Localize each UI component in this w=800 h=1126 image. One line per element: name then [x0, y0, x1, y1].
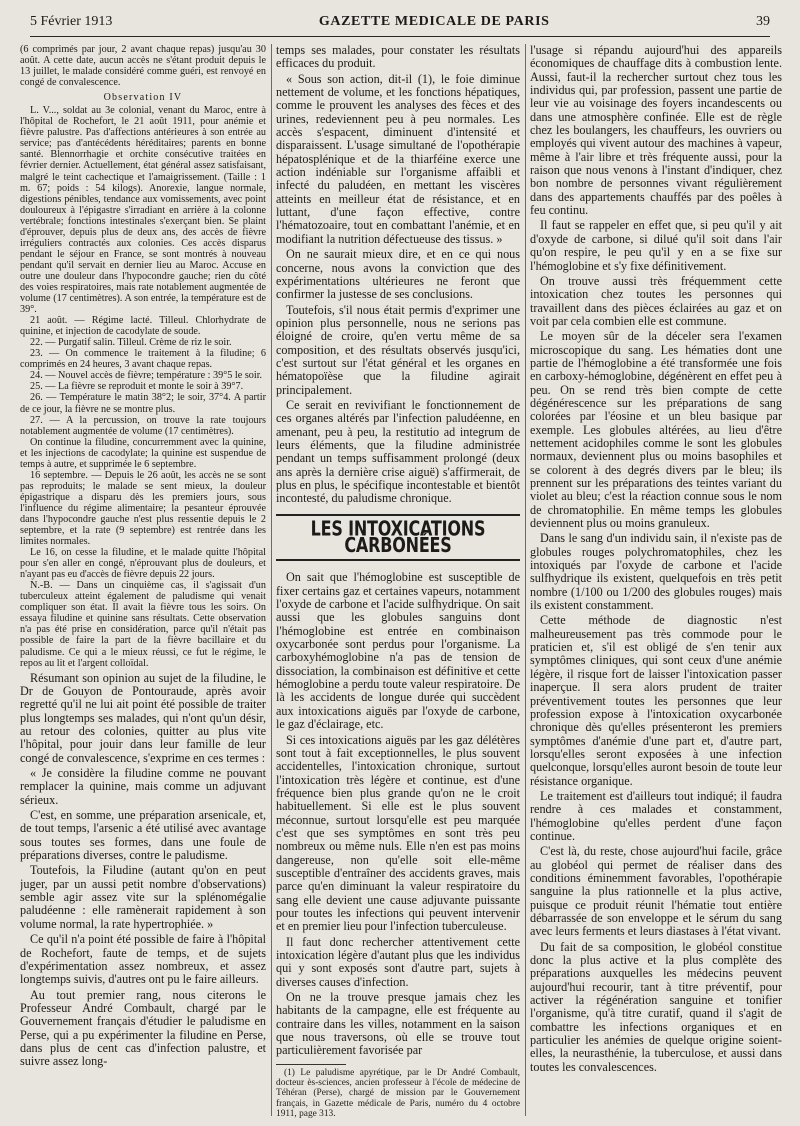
paragraph: Toutefois, la Filudine (autant qu'on en peut juger, par un aussi petit nombre d'observations) semble agir assez vite sur la splénomégalie paludéenne : elle ramènerait rapidement à son volume normal, la rate hypertrophiée. » [20, 863, 266, 931]
paragraph: 21 août. — Régime lacté. Tilleul. Chlorhydrate de quinine, et injection de cacodylate de soude. [20, 315, 266, 338]
paragraph: 27. — A la percussion, on trouve la rate toujours notablement augmentée de volume (17 centimètres). [20, 414, 266, 437]
page-header [30, 14, 770, 37]
paragraph: Le 16, on cesse la filudine, et le malade quitte l'hôpital pour s'en aller en congé, n'éprouvant plus de douleurs, et n'ayant pas eu d'accès de fièvre depuis 22 jours. [20, 547, 266, 581]
paragraph: « Je considère la filudine comme ne pouvant remplacer la quinine, mais comme un adjuvant sérieux. [20, 766, 266, 807]
paragraph: C'est là, du reste, chose aujourd'hui facile, grâce au globéol qui permet de réaliser dans des conditions éminemment favorables, l'opothérapie sanguine la plus rationnelle et la plus active, puisque ce produit réunit l'hématie tout entière débarrassée de son enveloppe et le sérum du sang avec leurs ferments et leurs diastases à l'état vivant. [530, 844, 782, 939]
paragraph: Cette méthode de diagnostic n'est malheureusement pas très commode pour le praticien et, s'il est obligé de s'en tenir aux symptômes cliniques, qui sont ceux d'une anémie légère, il risque fort de laisser l'intoxication passer inaperçue. Il sera alors prudent de traiter préventivement toutes les personnes que leur profession expose à l'intoxication oxycarbonée chronique dès qu'elles présenteront les premiers symptômes d'anémie d'une part et, d'autre part, lorsqu'elles seront exposées à une infection quelconque, lorsqu'elles auront besoin de toute leur résistance organique. [530, 613, 782, 788]
paragraph: Ce serait en revivifiant le fonctionnement de ces organes altérés par l'infection paludéenne, en amenant, peu à peu, la restitutio ad integrum de leurs éléments, que la filudine administrée pendant un temps suffisamment prolongé (deux ans après la dernière crise aiguë) s'affirmerait, de plus en plus, le spécifique incontestable et bientôt incontesté, du paludisme chronique. [276, 397, 520, 506]
paragraph: Toutefois, s'il nous était permis d'exprimer une opinion plus personnelle, nous ne serions pas éloigné de croire, qu'en vertu même de sa composition, et des résultats observés jusqu'ici, c'est surtout sur l'état général et les organes en hématopoïèse que la filudine agirait principalement. [276, 302, 520, 397]
paragraph: Dans le sang d'un individu sain, il n'existe pas de globules rouges polychromatophiles, chez les intoxiqués par l'oxyde de carbone et l'acide sulfhydrique ils existent, quelquefois en très petit nombre (1/100 ou 1/200 des globules rouges) mais ils existent constamment. [530, 531, 782, 613]
paragraph: Le moyen sûr de la déceler sera l'examen microscopique du sang. Les hématies dont une partie de l'hémoglobine a été transformée une fois en carboxy-hémoglobine, dégénèrent en effet peu à peu. On se rend très bien compte de cette dégénérescence sur les préparations de sang colorées par l'éosine et un bleu basique par exemple. Les globules altérées, au lieu d'être nettement acidophiles comme le sont les globules normaux, deviennent plus ou moins basophiles et se colorent à des degrés divers par le bleu; ils prennent sur les préparations des teintes variant du violet au bleu; c'est la réaction connue sous le nom de chromatophilie. En même temps les globules deviennent plus ou moins granuleux. [530, 329, 782, 531]
footnote-separator [276, 1064, 346, 1065]
paragraph: l'usage si répandu aujourd'hui des appareils économiques de chauffage dits à combustion lente. Aussi, faut-il la rechercher surtout chez tous les individus qui, par profession, passent une partie de leur vie au voisinage des foyers incandescents ou dans une atmosphère confinée. Elle est de règle chez les boulangers, les chauffeurs, les ouvriers ou employés qui vivent autour des machines à vapeur, même à l'air libre et très fréquente aussi, pour la raison que nous venons à l'instant d'indiquer, chez bon nombre de personnes vivant régulièrement dans des appartements chauffés par des poêles à feu continu. [530, 44, 782, 218]
paragraph: On continue la filudine, concurremment avec la quinine, et les injections de cacodylate; la quinine est suspendue de temps à autre, et supprimée le 6 septembre. [20, 436, 266, 470]
paragraph: Le traitement est d'ailleurs tout indiqué; il faudra rendre à ces malades et constamment, l'hémoglobine qu'elles perdent d'une façon continue. [530, 788, 782, 843]
column-1 [20, 44, 266, 1118]
paragraph: Au tout premier rang, nous citerons le Professeur André Combault, chargé par le Gouvernement français d'étudier le paludisme en Perse, qui a pu expérimenter la filudine en Perse, dans plus de cent cas d'infection palustre, et suivre assez long- [20, 987, 266, 1069]
paragraph: 16 septembre. — Depuis le 26 août, les accès ne se sont pas reproduits; le malade se sent mieux, la douleur épigastrique a disparu dès les premiers jours, sous l'influence du régime alimentaire; la pesanteur éprouvée dans l'hypocondre gauche n'est plus ressentie depuis le 2 septembre, et la rate (9 septembre) est rentrée dans les limites normales. [20, 469, 266, 548]
column-2 [276, 44, 520, 1118]
paragraph: Du fait de sa composition, le globéol constitue donc la plus active et la plus complète des préparations auxquelles les médecins peuvent aujourd'hui recourir, tant à titre préventif, pour activer la régénération sanguine et tonifier l'organisme, qu'à titre curatif, quand il s'agit de combattre les infections organiques et en particulier les anémies de quelque origine soient-elles, la neurasthénie, la tuberculose, et aussi dans toutes les convalescences. [530, 939, 782, 1074]
paragraph: Résumant son opinion au sujet de la filudine, le Dr de Gouyon de Pontouraude, après avoir regretté qu'il ne lui ait point été possible de traiter plus longtemps ses malades, qui n'ont qu'un désir, au retour des colonies, quitter au plus vite l'hôpital, pour jouir dans leur famille de leur congé de convalescence, s'exprime en ces termes : [20, 670, 266, 765]
observation-heading: Observation IV [103, 92, 183, 104]
paragraph: 24. — Nouvel accès de fièvre; température : 39°5 le soir. [30, 370, 263, 382]
paragraph: 25. — La fièvre se reproduit et monte le soir à 39°7. [30, 381, 244, 393]
paragraph: (6 comprimés par jour, 2 avant chaque repas) jusqu'au 30 août. A cette date, aucun accès ne s'étant produit depuis le 13 juillet, le malade considéré comme guéri, est renvoyé en congé de convalescence. [20, 44, 266, 89]
paragraph: « Sous son action, dit-il (1), le foie diminue nettement de volume, et les fonctions hépatiques, comme le prouvent les analyses des fèces et des urines, redeviennent peu à peu normales. Les accès s'espacent, diminuent d'intensité et disparaissent. L'usage simultané de l'opothérapie hépatosplénique et de la thiarféine exerce une action indéniable sur l'organisme affaibli et infecté du paludéen, en mettant les viscères atteints en meilleur état de résistance, et en luttant, d'une façon effective, contre l'hématozoaire, tout en combattant l'anémie, et en modifiant la nutrition défectueuse des tissus. » [276, 71, 520, 246]
article-title-box [276, 514, 520, 562]
column-divider [271, 44, 272, 1116]
column-divider [525, 44, 526, 1116]
paragraph: C'est, en somme, une préparation arsenicale, et, de tout temps, l'arsenic a été utilisé avec avantage sous toutes ses formes, dans une foule de préparations diverses, contre le paludisme. [20, 808, 266, 863]
paragraph: temps ses malades, pour constater les résultats efficaces du produit. [276, 44, 520, 71]
footnote-text: (1) Le paludisme apyrétique, par le Dr André Combault, docteur ès-sciences, ancien professeur à l'école de médecine de Téhéran (Perse), chargé de mission par le Gouvernement français, in Gazette médicale de Paris, numéro du 4 octobre 1911, page 313. [276, 1067, 520, 1118]
footnote [276, 1068, 520, 1118]
paragraph: On sait que l'hémoglobine est susceptible de fixer certains gaz et certaines vapeurs, notamment l'oxyde de carbone et l'acide sulfhydrique. On sait aussi que les globules sanguins dont l'hémoglobine est entrée en combinaison oxycarbonée sont perdus pour l'organisme. La carboxyhémoglobine n'a pas de tension de dissociation, la combinaison est définitive et cette hémoglobine a perdu toute valeur respiratoire. De là les accidents de longue durée qui succèdent aux intoxications aiguës par l'oxyde de carbone, le gaz d'éclairage, etc. [276, 570, 520, 732]
journal-title: GAZETTE MEDICALE DE PARIS [318, 14, 550, 29]
issue-date: 5 Février 1913 [30, 14, 113, 29]
paragraph: Il faut donc rechercher attentivement cette intoxication légère d'autant plus que les individus qui y sont exposés sont d'autre part, sujets à diverses causes d'infection. [276, 934, 520, 989]
case-report-end [20, 44, 266, 669]
article-title: LES INTOXICATIONS CARBONÉES [310, 516, 486, 558]
paragraph: N.-B. — Dans un cinquième cas, il s'agissait d'un tuberculeux atteint également de paludisme qui venait compliquer son état. Il avait la fièvre tous les soirs. On essaya filudine et quinine sans résultats. Cette observation n'a pas été prise en considération, parce qu'il n'était pas possible de faire la part de la fièvre bacillaire et du paludisme. Ce qui a le mieux réussi, ce fut le régime, le repos au lit et l'argent colloïdal. [20, 580, 266, 669]
paragraph: On ne la trouve presque jamais chez les habitants de la campagne, elle est fréquente au contraire dans les villes, notamment en la saison que nous traversons, où elle se trouve tout particulièrement favorisée par [276, 990, 520, 1058]
paragraph: 22. — Purgatif salin. Tilleul. Crème de riz le soir. [30, 337, 232, 349]
paragraph: Ce qu'il n'a point été possible de faire à l'hôpital de Rochefort, faute de temps, et de sujets d'expérimentation assez nombreux, et assez longtemps suivis, d'autres ont pu le faire ailleurs. [20, 932, 266, 987]
column-3 [530, 44, 782, 1118]
paragraph: On trouve aussi très fréquemment cette intoxication chez toutes les personnes qui travaillent dans des pièces éclairées au gaz et on voit par cela combien elle est commune. [530, 273, 782, 328]
paragraph: 23. — On commence le traitement à la filudine; 6 comprimés en 24 heures, 3 avant chaque repas. [20, 348, 266, 371]
page-number: 39 [756, 14, 770, 29]
paragraph: Il faut se rappeler en effet que, si peu qu'il y ait d'oxyde de carbone, si dilué qu'il soit dans l'air qu'on respire, le peu qu'il y en a se fixe sur l'hémoglobine et s'y fixe définitivement. [530, 218, 782, 273]
paragraph: On ne saurait mieux dire, et en ce qui nous concerne, nous avons la conviction que des expérimentations ultérieures ne feront que confirmer la justesse de ses conclusions. [276, 247, 520, 302]
paragraph: 26. — Température le matin 38°2; le soir, 37°4. A partir de ce jour, la fièvre ne se montre plus. [20, 392, 266, 415]
paragraph: L. V..., soldat au 3e colonial, venant du Maroc, entre à l'hôpital de Rochefort, le 21 août 1911, pour anémie et fièvre palustre. Pas d'affections antérieures à son entrée au service; pas d'antécédents héréditaires; parents en bonne santé. Blennorrhagie et orchite consécutive traitées en février dernier. Actuellement, état général assez satisfaisant, malgré le teint cachectique et l'amaigrissement. (Taille : 1 m. 67; poids : 54 kilogs). Anorexie, langue normale, digestions pénibles, tendance aux vomissements, avec point douloureux à l'épigastre s'irradiant en arrière à la colonne vertébrale; fonctions intestinales s'exerçant bien. Se plaint d'éprouver, depuis plus de deux ans, des accès de fièvre irréguliers contractés aux colonies. Ces accès disparus pendant le séjour en France, se sont montrés à nouveau pendant qu'il servait en dernier lieu au Maroc. Accuse en outre une douleur dans l'hypocondre gauche; rien du côté des voies respiratoires, mais rate notablement augmentée de volume (17 centimètres). A son entrée, la température est de 39°. [20, 105, 266, 316]
paragraph: Si ces intoxications aiguës par les gaz délétères sont tout à fait exceptionnelles, le plus souvent accidentelles, l'intoxication chronique, surtout l'intoxication très légère et continue, est d'une fréquence bien plus grande qu'on ne le croit habituellement. Si elle est le plus souvent méconnue, surtout lorsqu'elle est peu marquée c'est que ses symptômes en sont très peu nombreux ou même nuls. Elle n'en est pas moins dangereuse, non qu'elle soit elle-même susceptible d'entraîner des accidents graves, mais parce qu'en diminuant la valeur respiratoire du sang elle devient une cause adjuvante puissante pour toutes les infections qui peuvent intervenir et en premier lieu pour l'infection tuberculeuse. [276, 732, 520, 934]
